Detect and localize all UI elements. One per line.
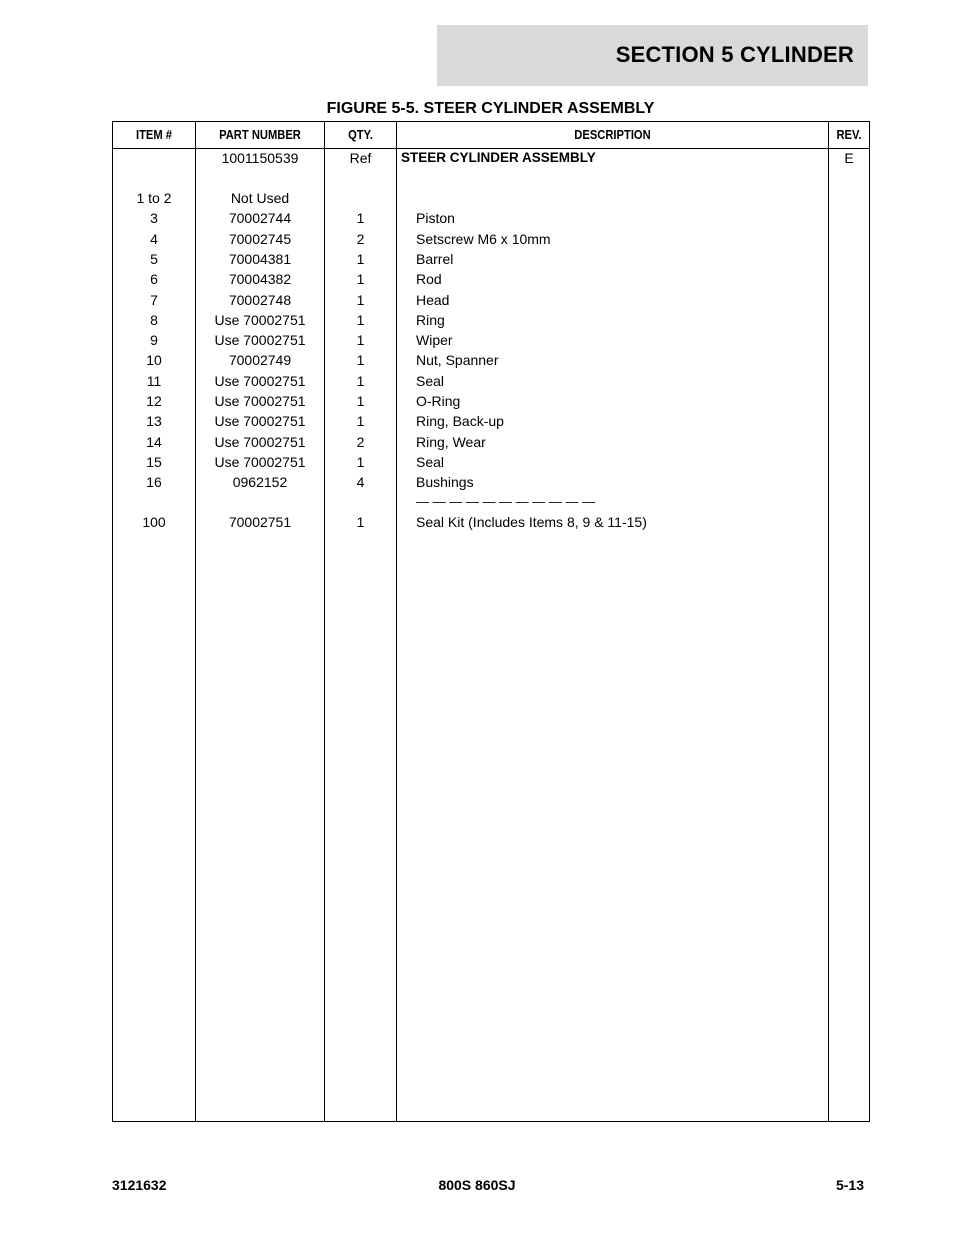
row-description: Wiper <box>416 332 453 348</box>
row-part-number: 70002748 <box>228 292 292 308</box>
row-description: Nut, Spanner <box>416 352 499 368</box>
kit-qty: 1 <box>356 514 365 530</box>
row-part-number: Not Used <box>230 190 290 206</box>
row-item: 16 <box>146 474 162 490</box>
table-row <box>113 350 869 370</box>
row-part-number: 70002745 <box>228 231 292 247</box>
column-header-part-number: PART NUMBER <box>219 127 301 142</box>
row-item: 9 <box>150 332 158 348</box>
kit-description: Seal Kit (Includes Items 8, 9 & 11-15) <box>416 514 647 530</box>
row-description: O-Ring <box>416 393 461 409</box>
row-item: 11 <box>146 373 162 389</box>
row-part-number: Use 70002751 <box>214 373 306 389</box>
kit-row <box>113 512 869 532</box>
row-qty: 4 <box>356 474 365 490</box>
row-item: 10 <box>146 352 162 368</box>
row-item: 14 <box>146 434 162 450</box>
row-part-number: Use 70002751 <box>214 332 306 348</box>
assembly-qty: Ref <box>349 150 372 166</box>
row-item: 3 <box>150 210 158 226</box>
row-part-number: Use 70002751 <box>214 454 306 470</box>
row-qty: 1 <box>356 352 365 368</box>
table-row <box>113 330 869 350</box>
row-qty: 2 <box>356 231 365 247</box>
row-qty: 1 <box>356 373 365 389</box>
assembly-rev: E <box>844 150 854 166</box>
row-part-number: Use 70002751 <box>214 434 306 450</box>
row-item: 13 <box>146 413 162 429</box>
row-description: Barrel <box>416 251 454 267</box>
row-item: 1 to 2 <box>136 190 172 206</box>
row-item: 7 <box>150 292 158 308</box>
row-item: 12 <box>146 393 162 409</box>
separator-row <box>113 492 869 512</box>
figure-title: FIGURE 5-5. STEER CYLINDER ASSEMBLY <box>326 100 655 117</box>
row-description: Bushings <box>416 474 474 490</box>
row-description: Rod <box>416 271 442 287</box>
kit-item: 100 <box>142 514 166 530</box>
row-part-number: 70002744 <box>228 210 292 226</box>
row-part-number: 0962152 <box>232 474 288 490</box>
row-description: Seal <box>416 373 445 389</box>
row-item: 5 <box>150 251 158 267</box>
row-qty: 1 <box>356 332 365 348</box>
table-row <box>113 391 869 411</box>
row-description: Ring, Wear <box>416 434 486 450</box>
column-header-item: ITEM # <box>135 127 173 142</box>
table-row <box>113 371 869 391</box>
table-row <box>113 411 869 431</box>
row-part-number: 70002749 <box>228 352 292 368</box>
assembly-part-number: 1001150539 <box>221 150 299 166</box>
footer-doc-number: 3121632 <box>112 1177 167 1193</box>
row-qty: 1 <box>356 393 365 409</box>
row-item: 15 <box>146 454 162 470</box>
table-row <box>113 229 869 249</box>
row-part-number: Use 70002751 <box>214 413 306 429</box>
kit-part-number: 70002751 <box>228 514 292 530</box>
table-row <box>113 290 869 310</box>
assembly-row <box>113 148 869 168</box>
column-header-rev: REV. <box>836 127 862 142</box>
footer-model: 800S 860SJ <box>438 1177 516 1193</box>
parts-table <box>112 121 870 1122</box>
table-row <box>113 432 869 452</box>
table-row <box>113 188 869 208</box>
separator-line: — — — — — — — — — — — <box>416 494 596 509</box>
row-qty: 2 <box>356 434 365 450</box>
column-header-qty: QTY. <box>348 127 373 142</box>
row-description: Setscrew M6 x 10mm <box>416 231 551 247</box>
row-qty: 1 <box>356 251 365 267</box>
row-qty: 1 <box>356 210 365 226</box>
row-description: Piston <box>416 210 455 226</box>
row-description: Seal <box>416 454 445 470</box>
row-part-number: 70004381 <box>228 251 292 267</box>
row-qty: 1 <box>356 271 365 287</box>
row-qty: 1 <box>356 312 365 328</box>
table-row <box>113 310 869 330</box>
row-qty: 1 <box>356 413 365 429</box>
section-header-box <box>437 25 868 86</box>
column-header-description: DESCRIPTION <box>574 127 651 142</box>
footer-page-number: 5-13 <box>835 1177 864 1193</box>
table-row <box>113 208 869 228</box>
row-part-number: Use 70002751 <box>214 393 306 409</box>
row-qty: 1 <box>356 454 365 470</box>
table-row <box>113 452 869 472</box>
assembly-description: STEER CYLINDER ASSEMBLY <box>401 150 596 165</box>
row-description: Ring, Back-up <box>416 413 504 429</box>
row-description: Head <box>416 292 450 308</box>
row-part-number: Use 70002751 <box>214 312 306 328</box>
row-item: 8 <box>150 312 158 328</box>
table-row <box>113 249 869 269</box>
table-row <box>113 472 869 492</box>
row-qty: 1 <box>356 292 365 308</box>
row-description: Ring <box>416 312 445 328</box>
table-row <box>113 269 869 289</box>
row-part-number: 70004382 <box>228 271 292 287</box>
row-item: 4 <box>150 231 158 247</box>
section-title: SECTION 5 CYLINDER <box>615 42 854 67</box>
row-item: 6 <box>150 271 158 287</box>
